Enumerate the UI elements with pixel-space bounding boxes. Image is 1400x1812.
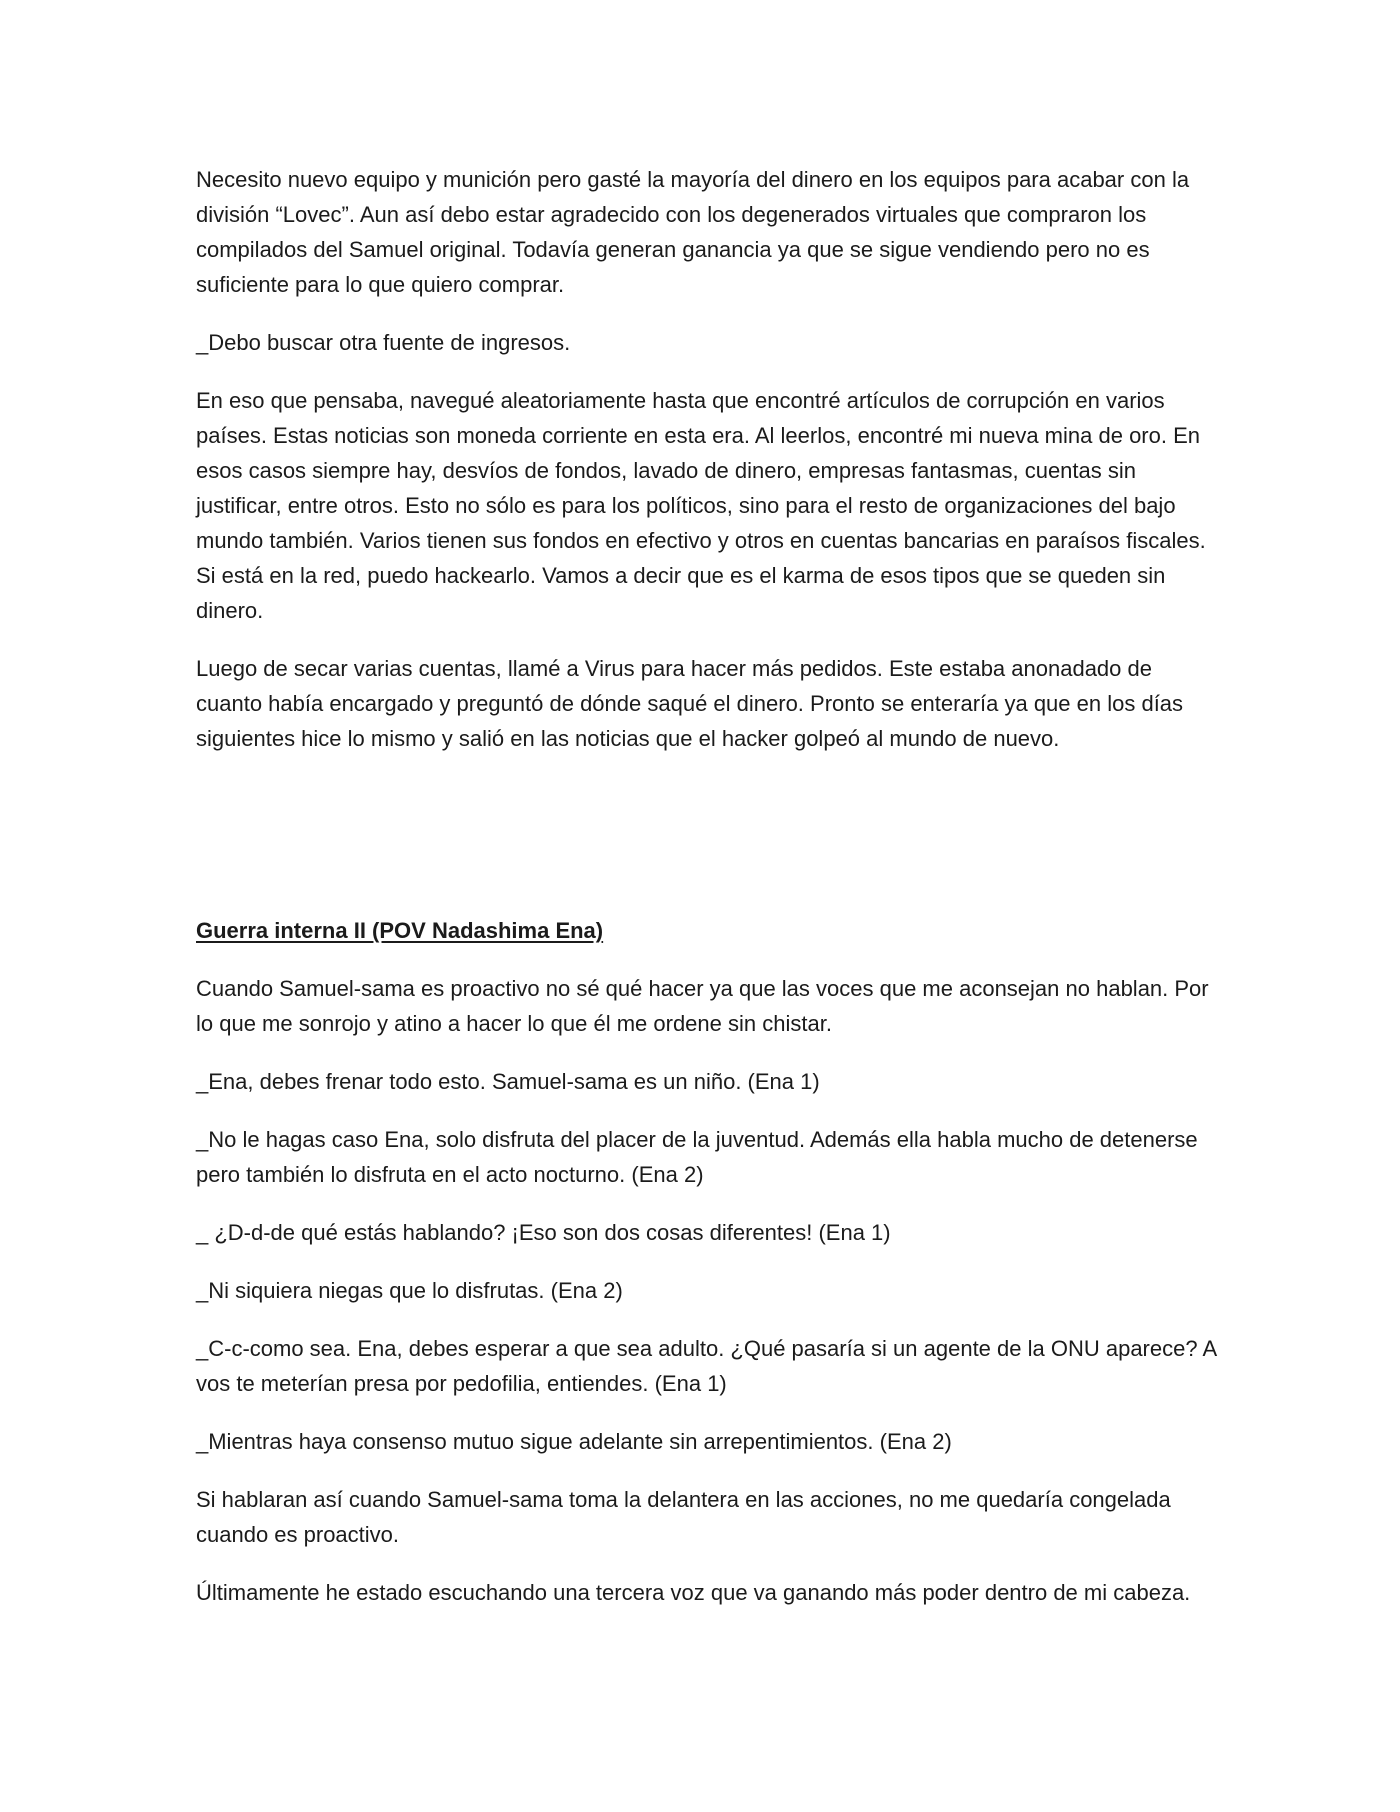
- chapter-heading: Guerra interna II (POV Nadashima Ena): [196, 918, 604, 943]
- narration-paragraph: Necesito nuevo equipo y munición pero gasté la mayoría del dinero en los equipos para acabar con la división “Lovec”. Aun así debo estar agradecido con los degenerados virtuales que compraron los compilados del Samuel original. Todavía generan ganancia ya que se sigue vendiendo pero no es suficiente para lo que quiero comprar.: [196, 167, 1190, 297]
- narration-paragraph: Luego de secar varias cuentas, llamé a Virus para hacer más pedidos. Este estaba anonadado de cuanto había encargado y preguntó de dónde saqué el dinero. Pronto se enteraría ya que en los días siguientes hice lo mismo y salió en las noticias que el hacker golpeó al mundo de nuevo.: [196, 656, 1184, 751]
- section-spacer: [196, 779, 1216, 913]
- dialogue-line: _No le hagas caso Ena, solo disfruta del placer de la juventud. Además ella habla mucho de detenerse pero también lo disfruta en el acto nocturno. (Ena 2): [196, 1127, 1198, 1187]
- dialogue-line: _Ena, debes frenar todo esto. Samuel-sama es un niño. (Ena 1): [196, 1069, 820, 1094]
- narration-paragraph: Últimamente he estado escuchando una tercera voz que va ganando más poder dentro de mi cabeza.: [196, 1580, 1191, 1605]
- dialogue-line: _ ¿D-d-de qué estás hablando? ¡Eso son dos cosas diferentes! (Ena 1): [196, 1220, 891, 1245]
- dialogue-line: _Debo buscar otra fuente de ingresos.: [196, 330, 571, 355]
- dialogue-line: _C-c-como sea. Ena, debes esperar a que sea adulto. ¿Qué pasaría si un agente de la ONU aparece? A vos te meterían presa por pedofilia, entiendes. (Ena 1): [196, 1336, 1216, 1396]
- narration-paragraph: En eso que pensaba, navegué aleatoriamente hasta que encontré artículos de corrupción en varios países. Estas noticias son moneda corriente en esta era. Al leerlos, encontré mi nueva mina de oro. En esos casos siempre hay, desvíos de fondos, lavado de dinero, empresas fantasmas, cuentas sin justificar, entre otros. Esto no sólo es para los políticos, sino para el resto de organizaciones del bajo mundo también. Varios tienen sus fondos en efectivo y otros en cuentas bancarias en paraísos fiscales. Si está en la red, puedo hackearlo. Vamos a decir que es el karma de esos tipos que se queden sin dinero.: [196, 388, 1206, 623]
- narration-paragraph: Cuando Samuel-sama es proactivo no sé qué hacer ya que las voces que me aconsejan no hablan. Por lo que me sonrojo y atino a hacer lo que él me ordene sin chistar.: [196, 976, 1209, 1036]
- document-body: [196, 162, 1216, 1633]
- dialogue-line: _Ni siquiera niegas que lo disfrutas. (Ena 2): [196, 1278, 623, 1303]
- narration-paragraph: Si hablaran así cuando Samuel-sama toma la delantera en las acciones, no me quedaría congelada cuando es proactivo.: [196, 1487, 1171, 1547]
- dialogue-line: _Mientras haya consenso mutuo sigue adelante sin arrepentimientos. (Ena 2): [196, 1429, 952, 1454]
